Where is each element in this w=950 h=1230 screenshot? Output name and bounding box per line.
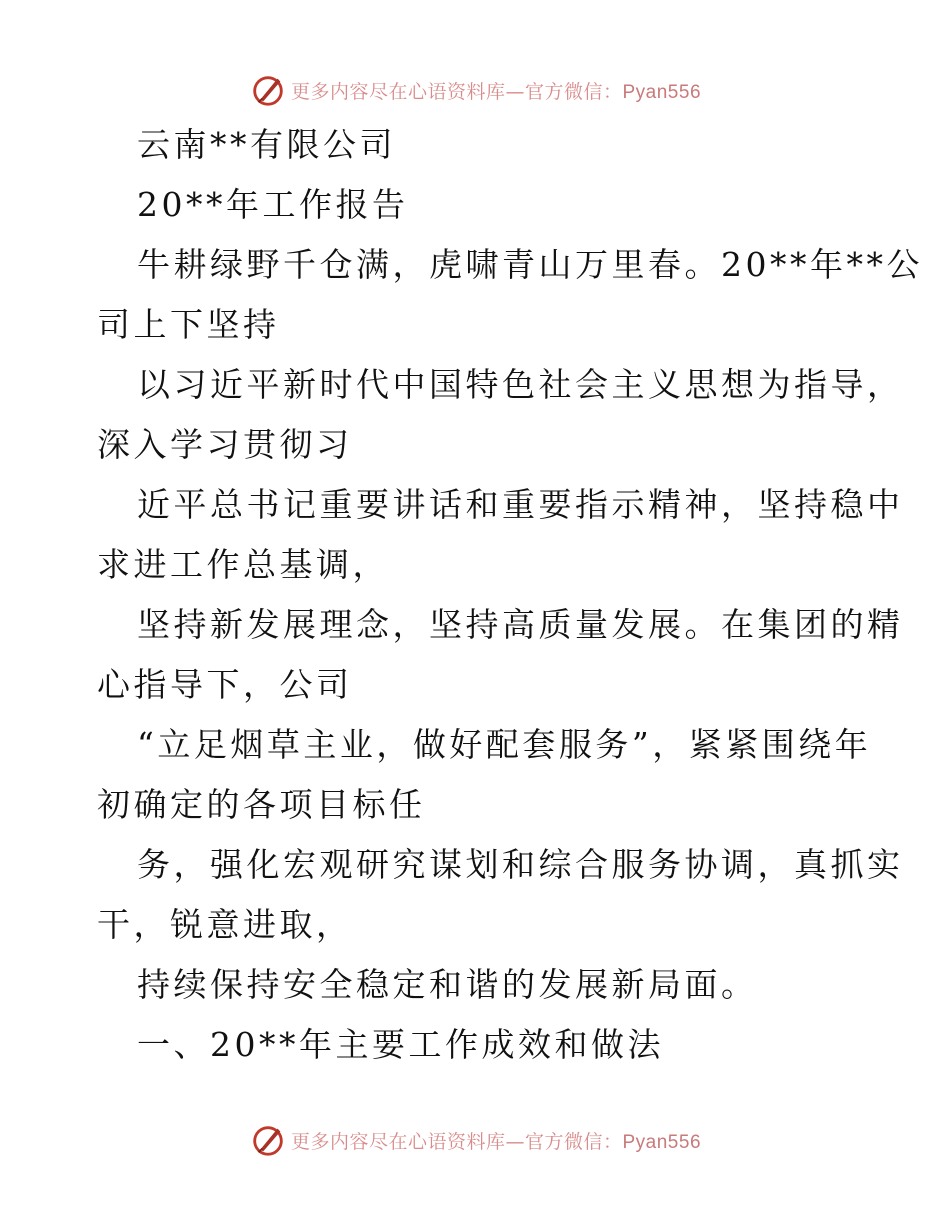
text-line: 持续保持安全稳定和谐的发展新局面。 bbox=[137, 965, 758, 1004]
text-line: 心指导下，公司 bbox=[97, 665, 353, 704]
watermark-text: 更多内容尽在心语资料库—官方微信：Pyan556 bbox=[290, 80, 702, 103]
text-line: 干，锐意进取， bbox=[97, 905, 353, 944]
text-line: 深入学习贯彻习 bbox=[97, 425, 353, 464]
document-body bbox=[97, 115, 923, 1075]
text-line: 初确定的各项目标任 bbox=[97, 785, 426, 824]
text-line: 近平总书记重要讲话和重要指示精神，坚持稳中 bbox=[137, 485, 904, 524]
text-line: 务，强化宏观研究谋划和综合服务协调，真抓实 bbox=[137, 845, 904, 884]
header-watermark bbox=[0, 70, 950, 110]
text-line: 司上下坚持 bbox=[97, 305, 280, 344]
text-line: 以习近平新时代中国特色社会主义思想为指导， bbox=[137, 365, 904, 404]
text-line: 坚持新发展理念，坚持高质量发展。在集团的精 bbox=[137, 605, 904, 644]
text-line: 牛耕绿野千仓满，虎啸青山万里春。20**年**公 bbox=[137, 245, 923, 284]
quill-logo-icon bbox=[249, 1121, 287, 1159]
text-line: 20**年工作报告 bbox=[137, 185, 409, 224]
footer-watermark bbox=[0, 1120, 950, 1160]
text-line: 云南**有限公司 bbox=[137, 125, 396, 164]
quill-logo-icon bbox=[249, 71, 287, 109]
text-line: “立足烟草主业，做好配套服务”，紧紧围绕年 bbox=[137, 725, 872, 764]
text-line: 求进工作总基调， bbox=[97, 545, 389, 584]
text-line: 一、20**年主要工作成效和做法 bbox=[137, 1025, 664, 1064]
watermark-text: 更多内容尽在心语资料库—官方微信：Pyan556 bbox=[290, 1130, 702, 1153]
